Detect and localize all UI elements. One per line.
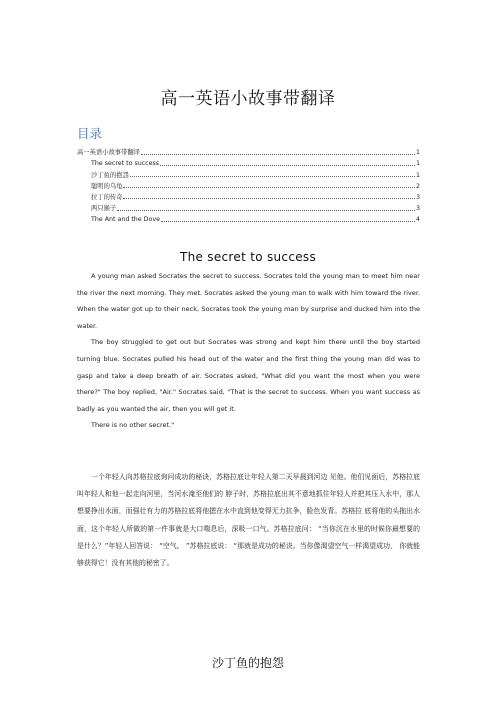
toc-leader [117, 210, 415, 211]
toc-entry[interactable] [77, 145, 420, 156]
toc-leader [123, 198, 415, 199]
toc-entry[interactable] [77, 201, 420, 212]
toc-leader [160, 165, 415, 166]
table-of-contents [77, 145, 420, 223]
toc-entry-page: 3 [415, 193, 420, 201]
toc-entry-label: 两只猴子 [91, 205, 117, 213]
section-title: The secret to success [179, 250, 317, 264]
toc-entry[interactable] [77, 167, 420, 178]
toc-entry-page: 4 [415, 216, 420, 224]
paragraph: A young man asked Socrates the secret to success. Socrates told the young man to meet him near the river the next morning. They met. Socrates asked the young man to walk with him toward the river. When the water got up to their neck, Socrates took the young man by surprise and ducked him into the water. [77, 272, 420, 330]
paragraph: 一个年轻人向苏格拉底询问成功的秘诀，苏格拉底让年轻人第二天早晨到河边 见他。他们见面后，苏格拉底叫年轻人和他一起走向河里，当河水淹至他们的 脖子时，苏格拉底出其不意地抓住年轻人并把其压入水中，那人想要挣出水面，而强壮有力的苏格拉底将他摁在水中直到他变得无力抗争，脸色发青。苏格拉 底将他的头拖出水面，这个年轻人所做的第一件事就是大口喘息后，深吸一口气。苏格拉底问： “当你沉在水里的时候你最想要的是什么？”年轻人回答说： “空气。 ”苏格拉底说： “那就是成功的秘诀。当你像渴望空气一样渴望成功， 你就能够获得它！没有其他的秘密了。 [77, 473, 420, 568]
toc-entry[interactable] [77, 212, 420, 223]
toc-entry[interactable] [77, 190, 420, 201]
document-title: 高一英语小故事带翻译 [160, 89, 336, 109]
toc-leader [130, 176, 415, 177]
toc-entry-label: The Ant and the Dove [91, 216, 160, 224]
toc-leader [141, 154, 415, 155]
story-english-text [77, 268, 420, 434]
paragraph: There is no other secret." [91, 421, 175, 430]
toc-entry-page: 3 [415, 205, 420, 213]
toc-entry-label: 拉丁的传奇 [91, 193, 123, 201]
toc-entry[interactable] [77, 179, 420, 190]
paragraph: The boy struggled to get out but Socrates was strong and kept him there until the boy started turning blue. Socrates pulled his head out of the water and the first thing the young man did was to gasp and take a deep breath of air. Socrates asked, "What did you want the most when you were there?" The boy replied, "Air." Socrates said, "That is the secret to success. When you want success as badly as you wanted the air, then you will get it. [77, 338, 420, 413]
toc-entry-label: 高一英语小故事带翻译 [77, 149, 140, 157]
toc-entry-page: 2 [415, 182, 420, 190]
toc-entry-label: 沙丁鱼的抱怨 [91, 171, 129, 179]
toc-entry[interactable] [77, 156, 420, 167]
section-title: 沙丁鱼的抱怨 [211, 656, 284, 670]
toc-leader [123, 187, 415, 188]
toc-entry-page: 1 [415, 149, 420, 157]
toc-entry-label: The secret to success [91, 160, 160, 168]
toc-entry-page: 1 [415, 171, 420, 179]
toc-entry-page: 1 [415, 160, 420, 168]
story-chinese-translation [77, 469, 420, 572]
toc-entry-label: 聪明的乌龟 [91, 182, 123, 190]
toc-heading: 目录 [77, 126, 103, 141]
toc-leader [161, 221, 415, 222]
